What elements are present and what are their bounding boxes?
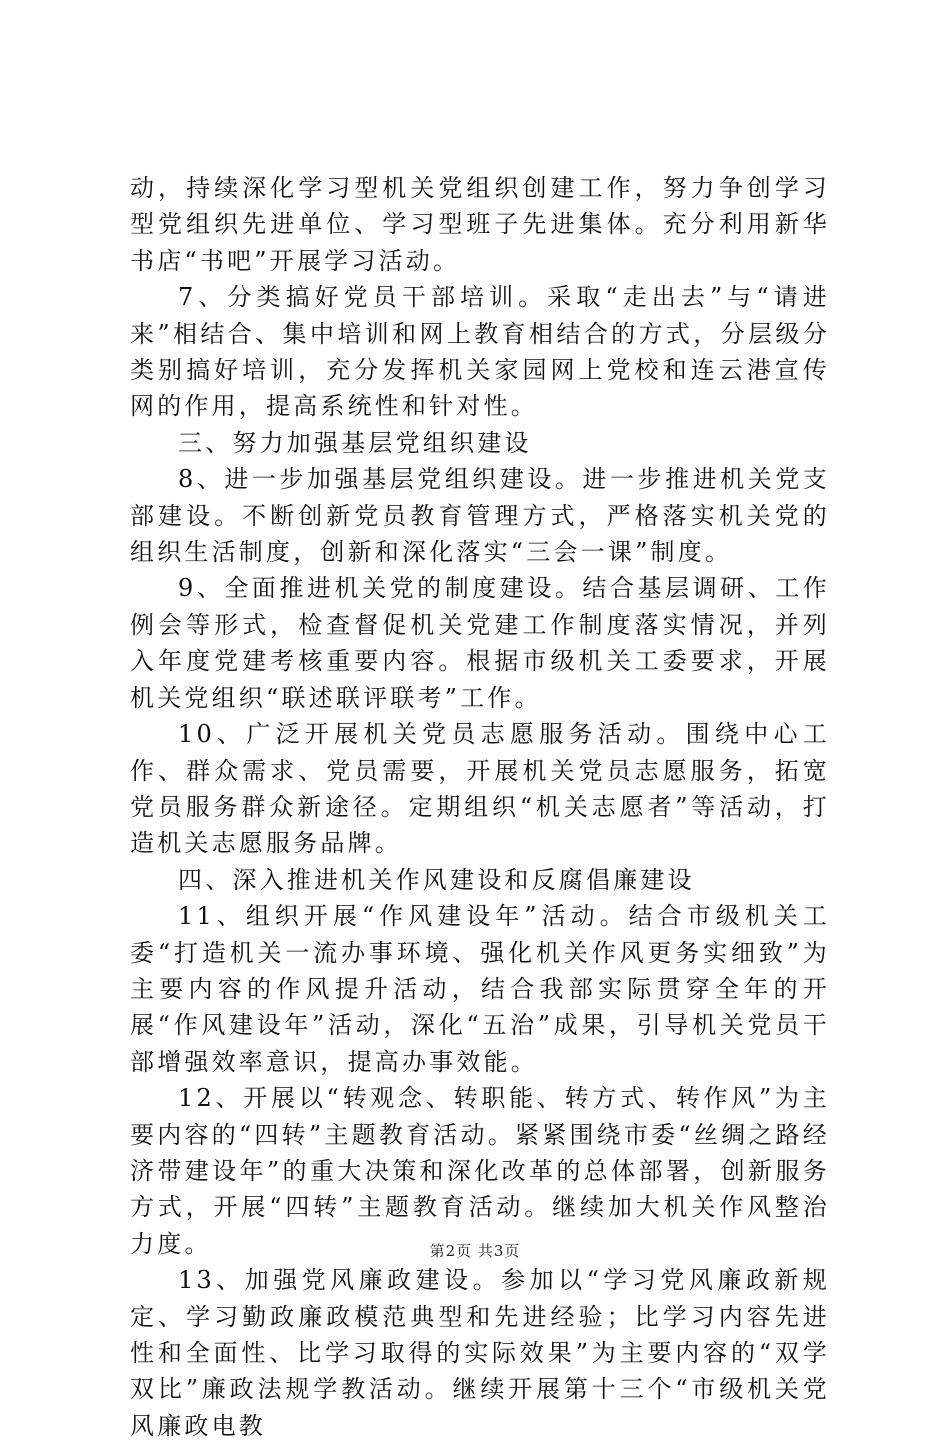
paragraph-continuation: 动，持续深化学习型机关党组织创建工作，努力争创学习型党组织先进单位、学习型班子先进集体。充分利用新华书店“书吧”开展学习活动。 (130, 174, 830, 275)
section-heading-3: 三、努力加强基层党组织建设 (178, 428, 532, 457)
paragraph-item-8: 8、进一步加强基层党组织建设。进一步推进机关党支部建设。不断创新党员教育管理方式，严格落实机关党的组织生活制度，创新和深化落实“三会一课”制度。 (130, 465, 830, 567)
section-heading-4: 四、深入推进机关作风建设和反腐倡廉建设 (178, 865, 695, 894)
paragraph-item-12: 12、开展以“转观念、转职能、转方式、转作风”为主要内容的“四转”主题教育活动。紧紧围绕市委“丝绸之路经济带建设年”的重大决策和深化改革的总体部署，创新服务方式，开展“四转”主题教育活动。继续加大机关作风整治力度。 (130, 1084, 830, 1258)
paragraph-item-9: 9、全面推进机关党的制度建设。结合基层调研、工作例会等形式，检查督促机关党建工作制度落实情况，并列入年度党建考核重要内容。根据市级机关工委要求，开展机关党组织“联述联评联考”工作。 (130, 574, 830, 712)
paragraph-item-13: 13、加强党风廉政建设。参加以“学习党风廉政新规定、学习勤政廉政模范典型和先进经验；比学习内容先进性和全面性、比学习取得的实际效果”为主要内容的“双学双比”廉政法规学教活动。继续开展第十三个“市级机关党风廉政电教 (130, 1266, 830, 1440)
paragraph-item-11: 11、组织开展“作风建设年”活动。结合市级机关工委“打造机关一流办事环境、强化机关作风更务实细致”为主要内容的作风提升活动，结合我部实际贯穿全年的开展“作风建设年”活动，深化“五治”成果，引导机关党员干部增强效率意识，提高办事效能。 (130, 902, 830, 1076)
page-footer: 第2页 共3页 (429, 1242, 521, 1260)
paragraph-item-7: 7、分类搞好党员干部培训。采取“走出去”与“请进来”相结合、集中培训和网上教育相结合的方式，分层级分类别搞好培训，充分发挥机关家园网上党校和连云港宣传网的作用，提高系统性和针对性。 (130, 283, 830, 421)
paragraph-item-10: 10、广泛开展机关党员志愿服务活动。围绕中心工作、群众需求、党员需要，开展机关党员志愿服务，拓宽党员服务群众新途径。定期组织“机关志愿者”等活动，打造机关志愿服务品牌。 (130, 720, 830, 858)
